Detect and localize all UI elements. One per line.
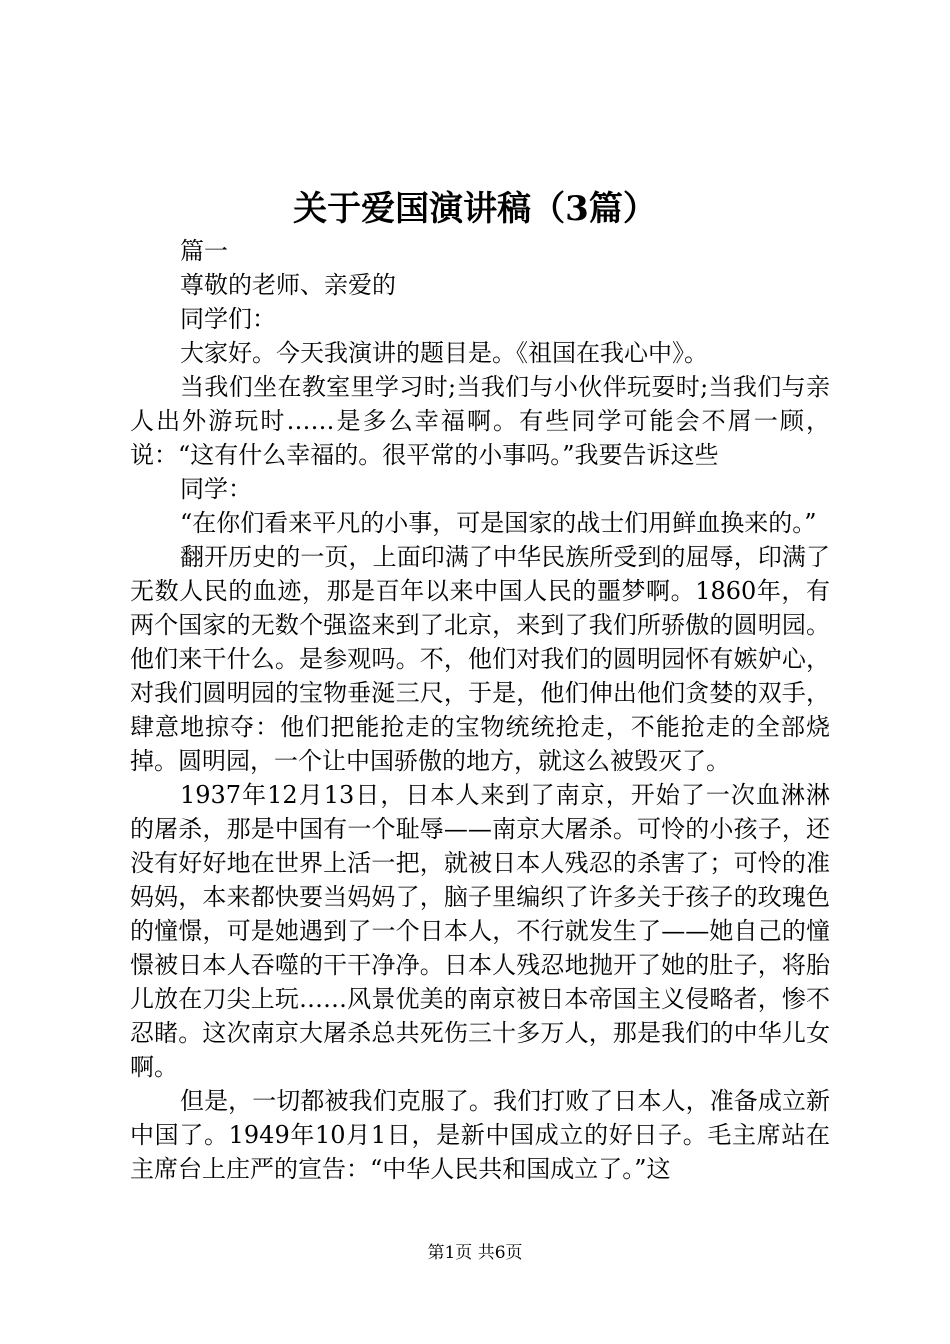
paragraph-salutation-1: 尊敬的老师、亲爱的 — [180, 271, 396, 299]
paragraph-body: 1937年12月13日，日本人来到了南京，开始了一次血淋淋的屠杀，那是中国有一个耻辱——南京大屠杀。可怜的小孩子，还没有好好地在世界上活一把，就被日本人残忍的杀害了；可怜的准妈妈，本来都快要当妈妈了，脑子里编织了许多关于孩子的玫瑰色的憧憬，可是她遇到了一个日本人，不行就发生了——她自己的憧憬被日本人吞噬的干干净净。日本人残忍地抛开了她的肚子，将胎儿放在刀尖上玩……风景优美的南京被日本帝国主义侵略者，惨不忍睹。这次南京大屠杀总共死伤三十多万人，那是我们的中华儿女啊。 — [130, 781, 830, 1081]
document-body — [130, 234, 830, 1186]
paragraph-greeting: 大家好。今天我演讲的题目是。《祖国在我心中》。 — [180, 339, 708, 367]
paragraph-address: 同学： — [180, 475, 252, 503]
paragraph-section-heading: 篇一 — [180, 237, 228, 265]
document-title: 关于爱国演讲稿（3篇） — [293, 189, 657, 229]
paragraph-quote: “在你们看来平凡的小事，可是国家的战士们用鲜血换来的。” — [180, 509, 817, 537]
paragraph-salutation-2: 同学们： — [180, 305, 276, 333]
paragraph-body: 但是，一切都被我们克服了。我们打败了日本人，准备成立新中国了。1949年10月1日，是新中国成立的好日子。毛主席站在主席台上庄严的宣告：“中华人民共和国成立了。”这 — [130, 1087, 830, 1183]
page-number-footer: 第1页 共6页 — [427, 1243, 523, 1263]
paragraph-body: 翻开历史的一页，上面印满了中华民族所受到的屈辱，印满了无数人民的血迹，那是百年以来中国人民的噩梦啊。1860年，有两个国家的无数个强盗来到了北京，来到了我们所骄傲的圆明园。他们来干什么。是参观吗。不，他们对我们的圆明园怀有嫉妒心，对我们圆明园的宝物垂涎三尺，于是，他们伸出他们贪婪的双手，肆意地掠夺：他们把能抢走的宝物统统抢走，不能抢走的全部烧掉。圆明园，一个让中国骄傲的地方，就这么被毁灭了。 — [130, 543, 830, 775]
paragraph-body: 当我们坐在教室里学习时;当我们与小伙伴玩耍时;当我们与亲人出外游玩时……是多么幸福啊。有些同学可能会不屑一顾，说：“这有什么幸福的。很平常的小事吗。”我要告诉这些 — [130, 373, 830, 469]
